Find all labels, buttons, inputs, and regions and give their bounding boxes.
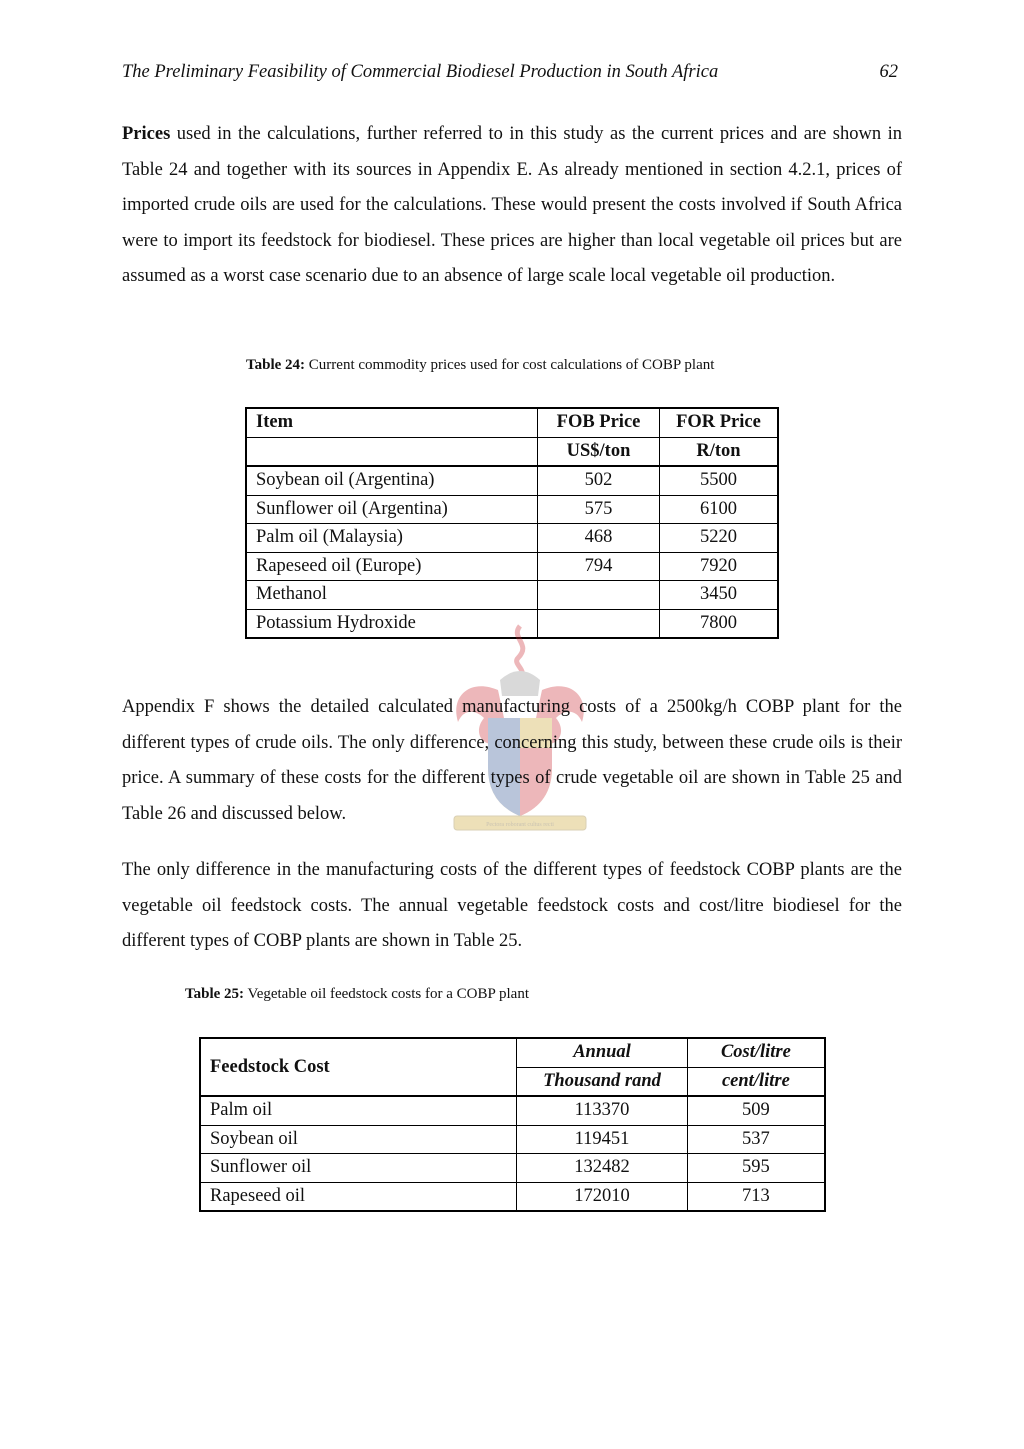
paragraph-feedstock-costs: The only difference in the manufacturing costs of the different types of feedstock COBP plants are the vegetable oil feedstock costs. The annual vegetable feedstock costs and cost/litre biodiesel for the different types of COBP plants are shown in Table 25. bbox=[122, 860, 902, 952]
fob-price-cell: 502 bbox=[538, 466, 660, 495]
fob-price-cell: 575 bbox=[538, 495, 660, 524]
header-title: The Preliminary Feasibility of Commercial Biodiesel Production in South Africa bbox=[122, 62, 719, 82]
header-cell: Annual bbox=[517, 1038, 688, 1067]
table-row bbox=[246, 466, 778, 495]
header-cell: Feedstock Cost bbox=[200, 1038, 517, 1096]
paragraph-appendix-f: Appendix F shows the detailed calculated manufacturing costs of a 2500kg/h COBP plant for the different types of crude oils. The only difference, concerning this study, between these crude oils is their price. A summary of these costs for the different types of crude vegetable oil are shown in Table 25 and Table 26 and discussed below. bbox=[122, 697, 902, 824]
unit-cell: US$/ton bbox=[538, 437, 660, 466]
unit-cell: Thousand rand bbox=[517, 1067, 688, 1096]
for-price-cell: 7800 bbox=[659, 609, 778, 638]
crest-motto: Pectora roborant cultus recti bbox=[486, 822, 554, 828]
header-cell: Cost/litre bbox=[687, 1038, 825, 1067]
for-price-cell: 3450 bbox=[659, 581, 778, 610]
for-price-cell: 7920 bbox=[659, 552, 778, 581]
for-price-cell: 6100 bbox=[659, 495, 778, 524]
fob-price-cell: 794 bbox=[538, 552, 660, 581]
running-header bbox=[122, 62, 898, 88]
feedstock-cell: Palm oil bbox=[200, 1096, 517, 1125]
cost-per-litre-cell: 509 bbox=[687, 1096, 825, 1125]
fob-price-cell: 468 bbox=[538, 524, 660, 553]
table-24-caption-text: Current commodity prices used for cost calculations of COBP plant bbox=[305, 357, 715, 373]
feedstock-cell: Soybean oil bbox=[200, 1125, 517, 1154]
item-cell: Potassium Hydroxide bbox=[246, 609, 538, 638]
table-header-row bbox=[246, 408, 778, 437]
unit-cell bbox=[246, 437, 538, 466]
annual-cost-cell: 172010 bbox=[517, 1182, 688, 1211]
table-row bbox=[200, 1182, 825, 1211]
table-25-caption-label: Table 25: bbox=[185, 986, 245, 1002]
unit-cell: cent/litre bbox=[687, 1067, 825, 1096]
cost-per-litre-cell: 537 bbox=[687, 1125, 825, 1154]
unit-cell: R/ton bbox=[659, 437, 778, 466]
commodity-prices-table bbox=[245, 407, 779, 639]
page-number: 62 bbox=[879, 62, 898, 82]
item-cell: Sunflower oil (Argentina) bbox=[246, 495, 538, 524]
annual-cost-cell: 119451 bbox=[517, 1125, 688, 1154]
table-header-row bbox=[200, 1038, 825, 1067]
for-price-cell: 5500 bbox=[659, 466, 778, 495]
for-price-cell: 5220 bbox=[659, 524, 778, 553]
item-cell: Palm oil (Malaysia) bbox=[246, 524, 538, 553]
cost-per-litre-cell: 595 bbox=[687, 1154, 825, 1183]
header-cell: FOR Price bbox=[659, 408, 778, 437]
item-cell: Soybean oil (Argentina) bbox=[246, 466, 538, 495]
cost-per-litre-cell: 713 bbox=[687, 1182, 825, 1211]
paragraph-prices bbox=[122, 117, 902, 295]
header-cell: Item bbox=[246, 408, 538, 437]
table-row bbox=[246, 495, 778, 524]
table-row bbox=[246, 581, 778, 610]
feedstock-cell: Sunflower oil bbox=[200, 1154, 517, 1183]
table-row bbox=[200, 1096, 825, 1125]
annual-cost-cell: 132482 bbox=[517, 1154, 688, 1183]
prices-term: Prices bbox=[122, 124, 171, 144]
table-row bbox=[246, 552, 778, 581]
item-cell: Rapeseed oil (Europe) bbox=[246, 552, 538, 581]
table-24-caption bbox=[246, 357, 714, 374]
table-25-caption bbox=[185, 986, 529, 1003]
annual-cost-cell: 113370 bbox=[517, 1096, 688, 1125]
fob-price-cell bbox=[538, 581, 660, 610]
item-cell: Methanol bbox=[246, 581, 538, 610]
paragraph-prices-text: used in the calculations, further referred to in this study as the current prices and are shown in Table 24 and together with its sources in Appendix E. As already mentioned in section 4.2.1, prices of imported crude oils are used for the calculations. These would present the costs involved if South Africa were to import its feedstock for biodiesel. These prices are higher than local vegetable oil prices but are assumed as a worst case scenario due to an absence of large scale local vegetable oil production. bbox=[122, 124, 902, 287]
table-24-caption-label: Table 24: bbox=[246, 357, 306, 373]
header-cell: FOB Price bbox=[538, 408, 660, 437]
feedstock-costs-table bbox=[199, 1037, 826, 1212]
table-units-row bbox=[246, 437, 778, 466]
table-row bbox=[200, 1125, 825, 1154]
table-25-caption-text: Vegetable oil feedstock costs for a COBP plant bbox=[244, 986, 529, 1002]
table-row bbox=[246, 524, 778, 553]
feedstock-cell: Rapeseed oil bbox=[200, 1182, 517, 1211]
table-row bbox=[200, 1154, 825, 1183]
